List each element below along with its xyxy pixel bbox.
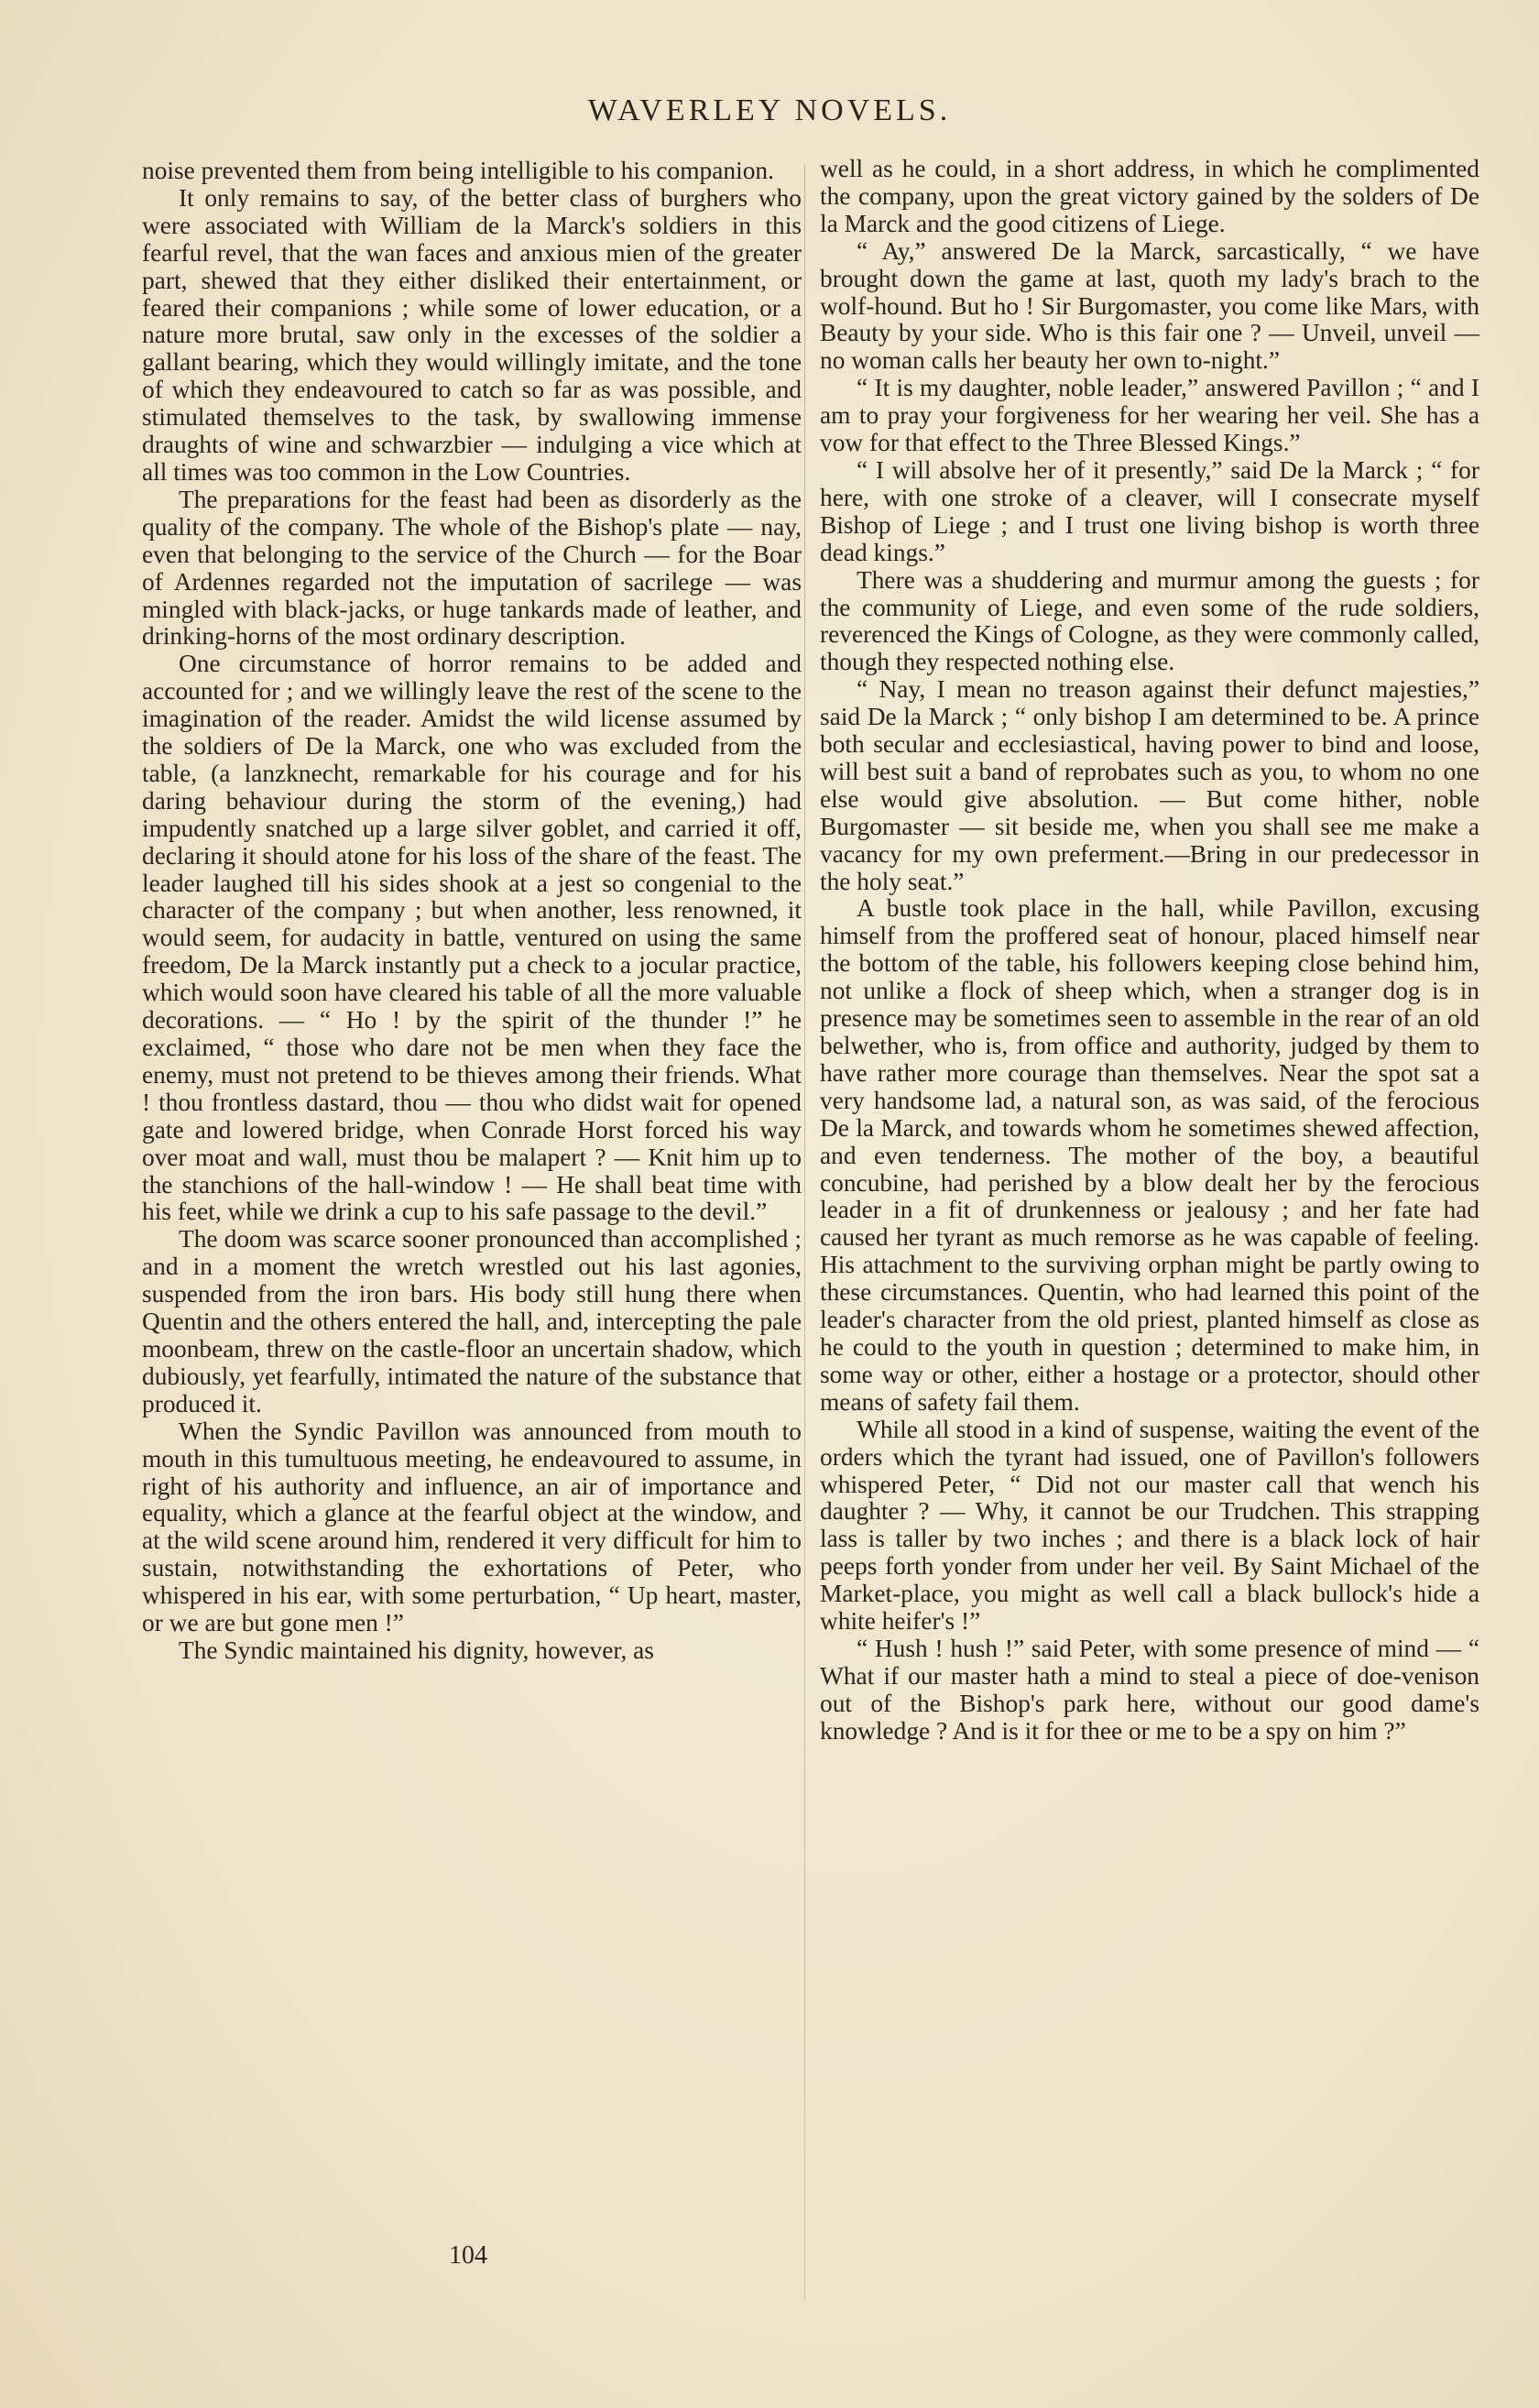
paragraph: While all stood in a kind of suspense, waiting the event of the orders which the tyrant had issued, one of Pavillon's followers whispered Peter, “ Did not our master call that wench his daughter ? — Why, it cannot be our Trudchen. This strapping lass is taller by two inches ; and there is a black lock of hair peeps forth yonder from under her veil. By Saint Michael of the Market-place, you might as well call a black bullock's hide a white heifer's !”	[820, 1415, 1479, 1636]
paragraph: The Syndic maintained his dignity, however, as	[179, 1636, 654, 1664]
left-column	[142, 158, 802, 1665]
paragraph: “ Hush ! hush !” said Peter, with some presence of mind — “ What if our master hath a mind to steal a piece of doe-venison out of the Bishop's park here, without our good dame's knowledge ? And is it for thee or me to be a spy on him ?”	[820, 1634, 1479, 1745]
paragraph: The preparations for the feast had been as disorderly as the quality of the company. The whole of the Bishop's plate — nay, even that belonging to the service of the Church — for the Boar of Ardennes regarded not the imputation of sacrilege — was mingled with black-jacks, or huge tankards made of leather, and drinking-horns of the most ordinary description.	[142, 485, 802, 651]
paragraph: “ Nay, I mean no treason against their defunct majesties,” said De la Marck ; “ only bishop I am determined to be. A prince both secular and ecclesiastical, having power to bind and loose, will best suit a band of reprobates such as you, to whom no one else would give absolution. — But come hither, noble Burgomaster — sit beside me, when you shall see me make a vacancy for my own preferment.—Bring in our predecessor in the holy seat.”	[820, 675, 1479, 895]
paragraph: “ Ay,” answered De la Marck, sarcastically, “ we have brought down the game at last, quoth my lady's brach to the wolf-hound. But ho ! Sir Burgomaster, you come like Mars, with Beauty by your side. Who is this fair one ? — Unveil, unveil — no woman calls her beauty her own to-night.”	[820, 236, 1479, 375]
paragraph: One circumstance of horror remains to be added and accounted for ; and we willingly leave the rest of the scene to the imagination of the reader. Amidst the wild license assumed by the soldiers of De la Marck, one who was excluded from the table, (a lanzknecht, remarkable for his courage and for his daring behaviour during the storm of the evening,) had impudently snatched up a large silver goblet, and carried it off, declaring it should atone for his loss of the share of the feast. The leader laughed till his sides shook at a jest so congenial to the character of the company ; but when another, less renowned, it would seem, for audacity in battle, ventured on using the same freedom, De la Marck instantly put a check to a jocular practice, which would soon have cleared his table of all the more valuable decorations. — “ Ho ! by the spirit of the thunder !” he exclaimed, “ those who dare not be men when they face the enemy, must not pretend to be thieves among their friends. What ! thou frontless dastard, thou — thou who didst wait for opened gate and lowered bridge, when Conrade Horst forced his way over moat and wall, must thou be malapert ? — Knit him up to the stanchions of the hall-window ! — He shall beat time with his feet, while we drink a cup to his safe passage to the devil.”	[142, 650, 802, 1226]
paragraph: The doom was scarce sooner pronounced than accomplished ; and in a moment the wretch wrestled out his last agonies, suspended from the iron bars. His body still hung there when Quentin and the others entered the hall, and, intercepting the pale moonbeam, threw on the castle-floor an uncertain shadow, which dubiously, yet fearfully, intimated the nature of the substance that produced it.	[142, 1225, 802, 1417]
paragraph: There was a shuddering and murmur among the guests ; for the community of Liege, and even some of the rude soldiers, reverenced the Kings of Cologne, as they were commonly called, though they respected nothing else.	[820, 565, 1479, 676]
paragraph: “ It is my daughter, noble leader,” answered Pavillon ; “ and I am to pray your forgiveness for her wearing her veil. She has a vow for that effect to the Three Blessed Kings.”	[820, 374, 1479, 457]
paragraph: noise prevented them from being intelligible to his companion.	[142, 157, 774, 184]
paragraph: When the Syndic Pavillon was announced from mouth to mouth in this tumultuous meeting, he endeavoured to assume, in right of his authority and influence, an air of importance and equality, which a glance at the fearful object at the window, and at the wild scene around him, rendered it very difficult for him to sustain, notwithstanding the exhortations of Peter, who whispered in his ear, with some perturbation, “ Up heart, master, or we are but gone men !”	[142, 1417, 802, 1637]
paragraph: A bustle took place in the hall, while Pavillon, excusing himself from the proffered seat of honour, placed himself near the bottom of the table, his followers keeping close behind him, not unlike a flock of sheep which, when a stranger dog is in presence may be sometimes seen to assemble in the rear of an old belwether, who is, from office and authority, judged by them to have rather more courage than themselves. Near the spot sat a very handsome lad, a natural son, as was said, of the ferocious De la Marck, and towards whom he sometimes shewed affection, and even tenderness. The mother of the boy, a beautiful concubine, had perished by a blow dealt her by the ferocious leader in a fit of drunkenness or jealousy ; and her fate had caused her tyrant as much remorse as he was capable of feeling. His attachment to the surviving orphan might be partly owing to these circumstances. Quentin, who had learned this point of the leader's character from the old priest, planted himself as close as he could to the youth in question ; determined to make him, in some way or other, either a hostage or a protector, should other means of safety fail them.	[820, 894, 1479, 1416]
paragraph: “ I will absolve her of it presently,” said De la Marck ; “ for here, with one stroke of a cleaver, will I consecrate myself Bishop of Liege ; and I trust one living bishop is worth three dead kings.”	[820, 455, 1479, 566]
running-head: WAVERLEY NOVELS.	[587, 93, 952, 127]
paragraph: It only remains to say, of the better class of burghers who were associated with William de la Marck's soldiers in this fearful revel, that the wan faces and anxious mien of the greater part, shewed that they either disliked their entertainment, or feared their companions ; while some of lower education, or a nature more brutal, saw only in the excesses of the soldier a gallant bearing, which they would willingly imitate, and the tone of which they endeavoured to catch so far as was possible, and stimulated themselves to the task, by swallowing immense draughts of wine and schwarzbier — indulging a vice which at all times was too common in the Low Countries.	[142, 183, 802, 486]
paragraph: well as he could, in a short address, in which he complimented the company, upon the great victory gained by the solders of De la Marck and the good citizens of Liege.	[820, 155, 1479, 237]
column-rule	[804, 165, 805, 2300]
right-column	[820, 156, 1479, 1746]
page-number: 104	[449, 2241, 487, 2270]
